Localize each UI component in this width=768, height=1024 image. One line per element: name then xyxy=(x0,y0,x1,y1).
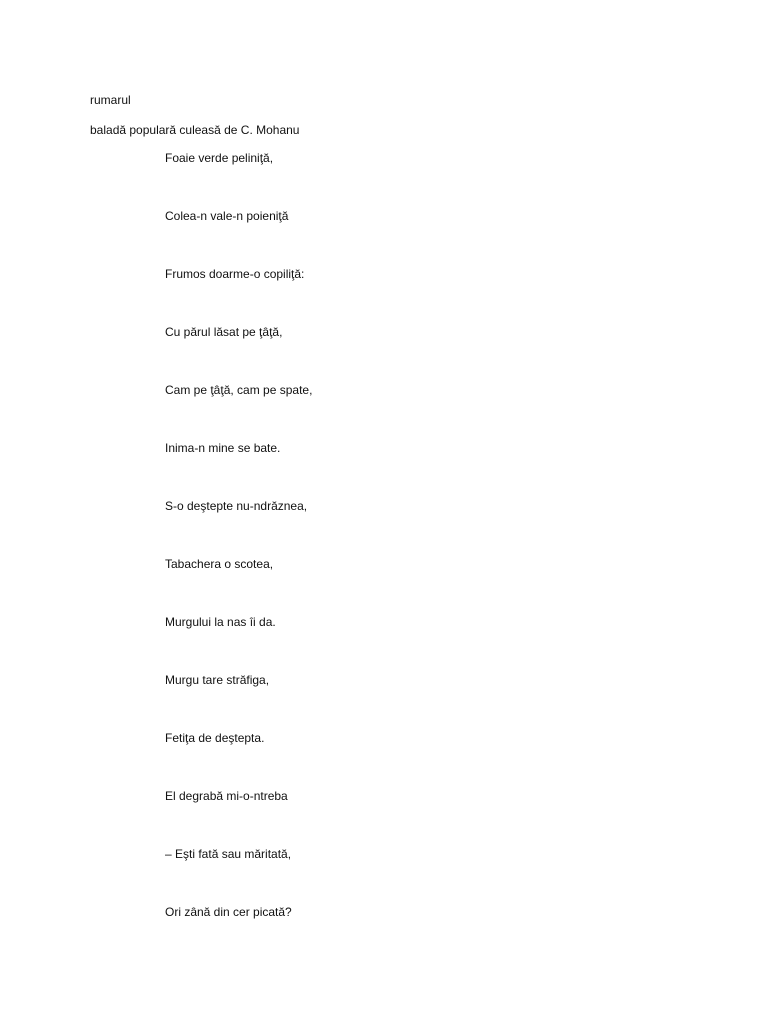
verse-line: Foaie verde peliniţă, xyxy=(165,151,274,165)
verse-line: Tabachera o scotea, xyxy=(165,557,274,571)
verse-line: Inima-n mine se bate. xyxy=(165,441,281,455)
verse-line: Colea-n vale-n poieniţă xyxy=(165,209,289,223)
verse-line: Murgu tare străfiga, xyxy=(165,673,270,687)
verse-line: S-o deştepte nu-ndrăznea, xyxy=(165,499,308,513)
poem-subtitle: baladă populară culeasă de C. Mohanu xyxy=(90,123,300,137)
poem-title: rumarul xyxy=(90,93,131,107)
verse-line: Frumos doarme-o copiliţă: xyxy=(165,267,305,281)
verse-line: Cu părul lăsat pe ţâţă, xyxy=(165,325,283,339)
verse-line: Cam pe ţâţă, cam pe spate, xyxy=(165,383,313,397)
verse-line: Murgului la nas îi da. xyxy=(165,615,276,629)
verse-line: Ori zână din cer picată? xyxy=(165,905,292,919)
verse-line: El degrabă mi-o-ntreba xyxy=(165,789,288,803)
verse-line: Fetiţa de deştepta. xyxy=(165,731,265,745)
verse-list xyxy=(165,150,312,962)
verse-line: – Eşti fată sau măritată, xyxy=(165,847,292,861)
